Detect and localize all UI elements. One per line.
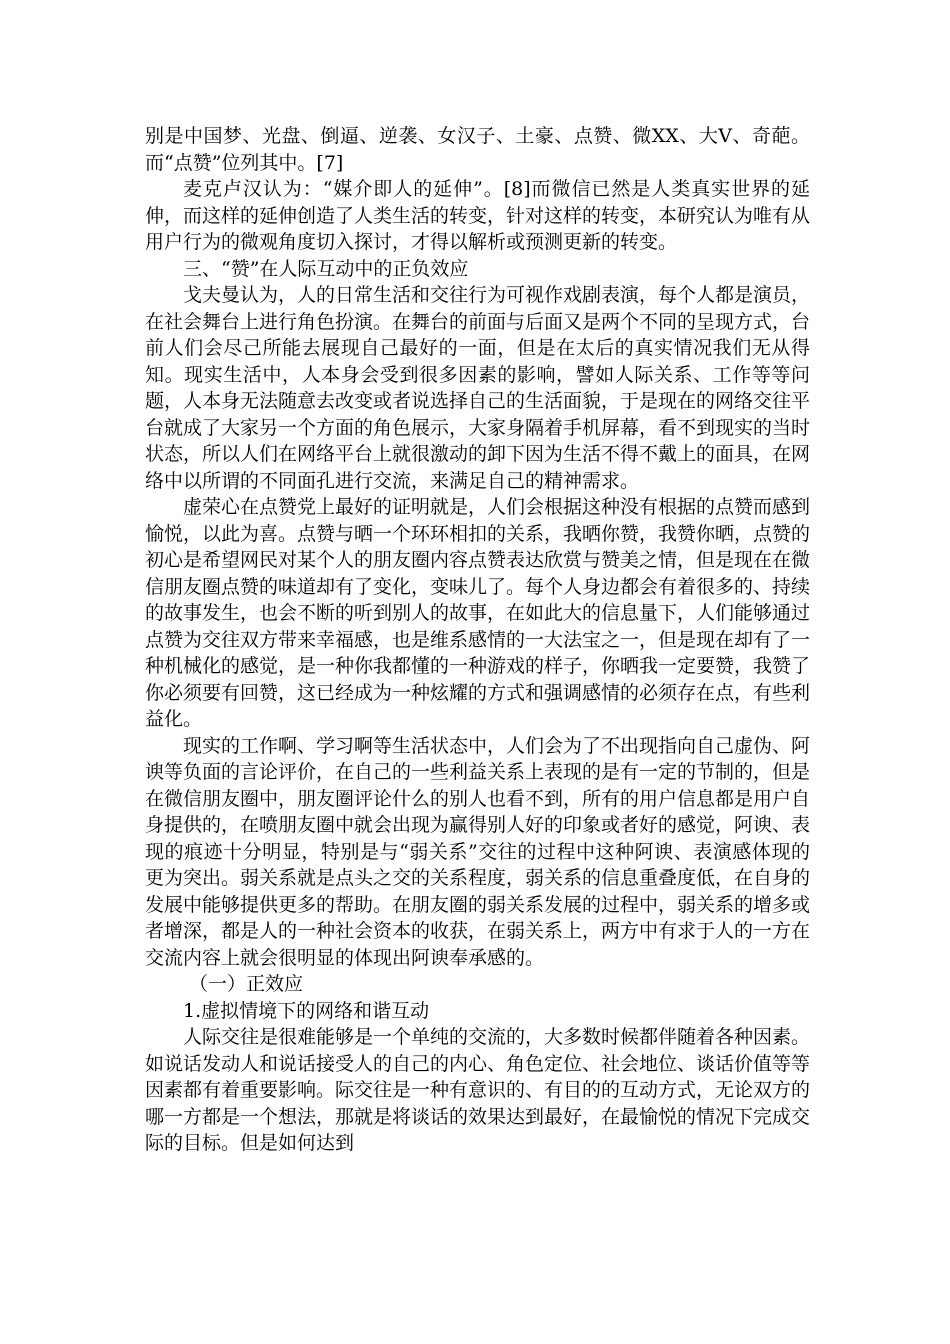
- paragraph-vanity: 虚荣心在点赞党上最好的证明就是，人们会根据这种没有根据的点赞而感到愉悦，以此为喜。点赞与晒一个环环相扣的关系，我晒你赞，我赞你晒，点赞的初心是希望网民对某个人的朋友圈内容点赞表达欣赏与赞美之情，但是现在在微信朋友圈点赞的味道却有了变化，变味儿了。每个人身边都会有着很多的、持续的故事发生，也会不断的听到别人的故事，在如此大的信息量下，人们能够通过点赞为交往双方带来幸福感，也是维系感情的一大法宝之一，但是现在却有了一种机械化的感觉，是一种你我都懂的一种游戏的样子，你晒我一定要赞，我赞了你必须要有回赞，这已经成为一种炫耀的方式和强调感情的必须存在点，有些利益化。: [145, 496, 811, 730]
- paragraph-interpersonal: 人际交往是很难能够是一个单纯的交流的，大多数时候都伴随着各种因素。如说话发动人和说话接受人的自己的内心、角色定位、社会地位、谈话价值等等因素都有着重要影响。际交往是一种有意识的、有目的的互动方式，无论双方的哪一方都是一个想法，那就是将谈话的效果达到最好，在最愉悦的情况下完成交际的目标。但是如何达到: [145, 1026, 811, 1154]
- paragraph-weak-ties: 现实的工作啊、学习啊等生活状态中，人们会为了不出现指向自己虚伪、阿谀等负面的言论评价，在自己的一些利益关系上表现的是有一定的节制的，但是在微信朋友圈中，朋友圈评论什么的别人也看不到，所有的用户信息都是用户自身提供的，在喷朋友圈中就会出现为赢得别人好的印象或者好的感觉，阿谀、表现的痕迹十分明显，特别是与“弱关系”交往的过程中这种阿谀、表演感体现的更为突出。弱关系就是点头之交的关系程度，弱关系的信息重叠度低，在自身的发展中能够提供更多的帮助。在朋友圈的弱关系发展的过程中，弱关系的增多或者增深，都是人的一种社会资本的收获，在弱关系上，两方中有求于人的一方在交流内容上就会很明显的体现出阿谀奉承感的。: [145, 734, 811, 969]
- section-heading-3: 三、“赞”在人际互动中的正负效应: [183, 257, 469, 280]
- document-page: [145, 123, 810, 1157]
- paragraph-mcluhan: 麦克卢汉认为：“媒介即人的延伸”。[8]而微信已然是人类真实世界的延伸，而这样的延伸创造了人类生活的转变，针对这样的转变，本研究认为唯有从用户行为的微观角度切入探讨，才得以解析或预测更新的转变。: [145, 178, 811, 253]
- paragraph-continuation: 别是中国梦、光盘、倒逼、逆袭、女汉子、土豪、点赞、微XX、大V、奇葩。而“点赞”位列其中。[7]: [145, 125, 810, 174]
- paragraph-goffman: 戈夫曼认为，人的日常生活和交往行为可视作戏剧表演，每个人都是演员，在社会舞台上进行角色扮演。在舞台的前面与后面又是两个不同的呈现方式，台前人们会尽己所能去展现自己最好的一面，但是在太后的真实情况我们无从得知。现实生活中，人本身会受到很多因素的影响，譬如人际关系、工作等等问题，人本身无法随意去改变或者说选择自己的生活面貌，于是现在的网络交往平台就成了大家另一个方面的角色展示，大家身隔着手机屏幕，看不到现实的当时状态，所以人们在网络平台上就很激动的卸下因为生活不得不戴上的面具，在网络中以所谓的不同面孔进行交流，来满足自己的精神需求。: [145, 284, 811, 492]
- subsection-heading-positive: （一）正效应: [189, 973, 304, 995]
- subsubsection-heading-1: 1.虚拟情境下的网络和谐互动: [183, 999, 430, 1022]
